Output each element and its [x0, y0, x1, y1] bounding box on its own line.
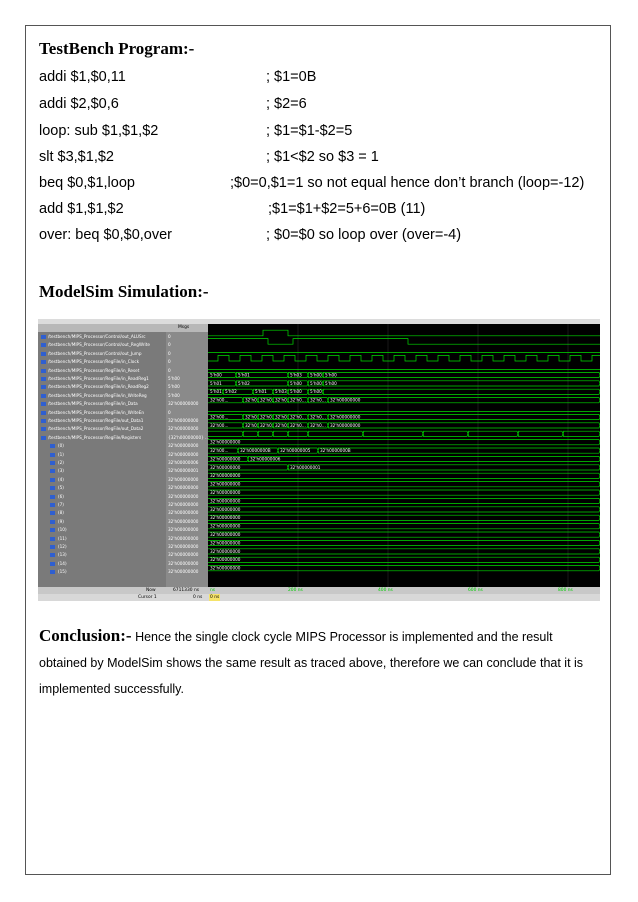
bus-value-label: 32'h00000000: [330, 414, 361, 420]
signal-icon: [50, 520, 55, 524]
conclusion-heading: Conclusion:-: [39, 626, 132, 645]
bus-value-label: 32'h00...: [210, 397, 229, 403]
bus-value-label: 32'h00...: [210, 422, 229, 428]
code-line: beq $0,$1,loop: [39, 175, 135, 191]
bus-value-label: 5'h00: [310, 380, 322, 386]
code-comment: ; $2=6: [266, 96, 307, 112]
signal-name: /testbench/MIPS_Processor/Control/out_Jump: [48, 350, 142, 356]
signal-row[interactable]: [38, 341, 600, 349]
signal-value: 32'h00000000: [168, 502, 199, 507]
code-line: addi $1,$0,11: [39, 69, 126, 85]
bus-value-label: 32'h00000000: [210, 464, 241, 470]
code-comment: ; $1=0B: [266, 69, 317, 85]
testbench-heading: TestBench Program:-: [39, 39, 195, 58]
bus-value-label: 32'h00000005: [280, 448, 311, 453]
signal-row[interactable]: [38, 417, 600, 425]
bus-value-label: 32'h00000006: [250, 456, 281, 462]
bus-value-label: 5'h00: [290, 389, 302, 395]
signal-row[interactable]: [38, 493, 600, 504]
modelsim-wave-window: [38, 319, 600, 601]
signal-value: 5'h00: [168, 384, 180, 390]
code-comment: ; $1=$1-$2=5: [266, 123, 353, 139]
signal-name: /testbench/MIPS_Processor/Control/out_RegWrite: [48, 342, 150, 348]
bus-value-label: 32'h00000000: [210, 548, 241, 554]
signal-icon: [50, 553, 55, 557]
signal-name: (8): [58, 510, 64, 516]
signal-value: 32'h00000000: [168, 451, 199, 457]
signal-value: 0: [168, 409, 171, 415]
signal-value: 5'h00: [168, 376, 180, 381]
signal-icon: [50, 453, 55, 457]
code-line: slt $3,$1,$2: [39, 149, 114, 165]
signal-value: 32'h00000000: [168, 418, 199, 423]
now-bar: [38, 587, 600, 594]
document-page: [25, 25, 611, 875]
bus-value-label: 5'h01: [238, 372, 250, 378]
signal-icon: [41, 427, 46, 431]
signal-value: 32'h00000000: [168, 401, 199, 407]
bus-value-label: 32'h0000000B: [320, 448, 351, 453]
bus-value-label: 32'h00000000: [210, 532, 241, 537]
time-tick: ns: [210, 588, 216, 593]
signal-value: 0: [168, 350, 171, 356]
signal-icon: [50, 444, 55, 448]
now-label: Now: [146, 588, 156, 593]
signal-name: /testbench/MIPS_Processor/RegFile/in_Data: [48, 401, 138, 407]
signal-icon: [41, 369, 46, 373]
bus-value-label: 5'h00: [325, 372, 337, 378]
signal-row[interactable]: [38, 358, 600, 366]
signal-icon: [41, 394, 46, 398]
bus-value-label: 32'h00000000: [210, 439, 241, 445]
code-comment: ; $1<$2 so $3 = 1: [266, 149, 379, 165]
bus-value-label: 32'h0...: [260, 422, 276, 428]
bus-value-label: 32'h00000000: [210, 490, 241, 495]
signal-row[interactable]: [38, 380, 600, 391]
signal-row[interactable]: [38, 392, 600, 400]
signal-name: (11): [58, 535, 67, 541]
signal-row[interactable]: [38, 506, 600, 517]
signal-name: (0): [58, 443, 64, 449]
signal-row[interactable]: [38, 439, 600, 450]
signal-name: (5): [58, 485, 64, 491]
bus-value-label: 32'h00000001: [290, 464, 321, 470]
signal-name: (14): [58, 560, 67, 566]
conclusion-text: Hence the single clock cycle MIPS Processor is implemented and the result obtained by ModelSim shows the same result as traced above, therefore we can conclude that it is implemented successfully.: [39, 630, 584, 696]
bus-value-label: 5'h01: [210, 380, 222, 386]
signal-icon: [41, 360, 46, 364]
signal-icon: [41, 411, 46, 415]
signal-value: 32'h00000000: [168, 476, 199, 482]
bus-value-label: 32'h00000000: [210, 565, 241, 571]
signal-icon: [50, 478, 55, 482]
msgs-label: Msgs: [178, 325, 190, 330]
signal-name: (2): [58, 460, 64, 465]
signal-row[interactable]: [38, 464, 600, 475]
bus-value-label: 5'h03: [275, 389, 287, 395]
signal-value: 32'h00000000: [168, 560, 199, 566]
bus-value-label: 32'h0...: [260, 414, 276, 420]
bus-value-label: 5'h01: [255, 389, 267, 395]
bus-value-label: 5'h00: [310, 389, 322, 395]
signal-row[interactable]: [38, 560, 600, 568]
signal-value: 0: [168, 334, 171, 339]
signal-row[interactable]: [38, 523, 600, 534]
signal-icon: [50, 537, 55, 541]
signal-icon: [41, 385, 46, 389]
signal-icon: [50, 528, 55, 532]
bus-value-label: 32'h00000000: [330, 422, 361, 428]
signal-icon: [50, 495, 55, 499]
bus-value-label: 32'h0...: [310, 397, 326, 403]
conclusion-paragraph: [39, 623, 599, 702]
cursor-bar: [38, 594, 600, 601]
signal-name: /testbench/MIPS_Processor/RegFile/in_Clock: [48, 359, 140, 365]
signal-name: /testbench/MIPS_Processor/RegFile/in_ReadReg1: [48, 376, 149, 381]
cursor-label: Cursor 1: [138, 595, 157, 600]
signal-icon: [50, 469, 55, 473]
signal-name: (9): [58, 518, 64, 524]
signal-name: (1): [58, 451, 64, 457]
signal-name: (13): [58, 552, 67, 558]
bus-value-label: 32'h0...: [245, 422, 261, 428]
bus-value-label: 5'h02: [238, 380, 250, 386]
signal-value: 5'h00: [168, 392, 180, 398]
signal-name: (10): [58, 527, 67, 533]
signal-value: 32'h00000000: [168, 544, 199, 549]
value-column-header: [166, 324, 208, 332]
signal-name: (12): [58, 544, 67, 549]
time-tick: 600 ns: [468, 588, 483, 593]
signal-value: 32'h00000000: [168, 426, 199, 432]
bus-value-label: 32'h0...: [290, 397, 306, 403]
signal-row[interactable]: [38, 501, 600, 509]
bus-value-label: 32'h00...: [210, 414, 229, 420]
bus-value-label: 32'h0000000B: [240, 448, 271, 453]
signal-icon: [50, 486, 55, 490]
signal-value: 32'h00000000: [168, 569, 199, 575]
bus-value-label: 5'h00: [210, 372, 222, 378]
signal-name: /testbench/MIPS_Processor/RegFile/Registers: [48, 434, 142, 440]
signal-name: (4): [58, 476, 64, 482]
bus-value-label: 32'h00000000: [210, 481, 241, 487]
modelsim-heading: ModelSim Simulation:-: [39, 282, 209, 301]
name-column-header: [38, 324, 166, 332]
signal-name: /testbench/MIPS_Processor/RegFile/in_WriteReg: [48, 392, 147, 398]
signal-name: /testbench/MIPS_Processor/RegFile/in_ReadReg2: [48, 384, 149, 390]
bus-value-label: 32'h0...: [275, 397, 291, 403]
bus-value-label: 32'h00000000: [330, 397, 361, 403]
signal-row[interactable]: [38, 459, 600, 467]
signal-row[interactable]: [38, 476, 600, 484]
signal-row[interactable]: [38, 333, 600, 341]
signal-row[interactable]: [38, 451, 600, 462]
signal-row[interactable]: [38, 422, 600, 433]
signal-name: (3): [58, 468, 64, 474]
signal-row[interactable]: [38, 535, 600, 546]
time-tick: 200 ns: [288, 588, 303, 593]
signal-icon: [50, 503, 55, 507]
signal-value: 0: [168, 342, 171, 348]
signal-value: 32'h00000000: [168, 485, 199, 491]
signal-value: 32'h00000000: [168, 552, 199, 558]
code-line: addi $2,$0,6: [39, 96, 119, 112]
bus-value-label: 5'h00: [325, 380, 337, 386]
signal-icon: [41, 419, 46, 423]
signal-name: /testbench/MIPS_Processor/RegFile/in_Reset: [48, 367, 140, 373]
signal-value: 0: [168, 359, 171, 365]
signal-icon: [41, 377, 46, 381]
signal-icon: [41, 335, 46, 339]
time-tick: 800 ns: [558, 588, 573, 593]
now-value: 6711330 ns: [173, 588, 200, 593]
signal-icon: [50, 570, 55, 574]
bus-value-label: 32'h00000000: [210, 456, 241, 462]
signal-row[interactable]: [38, 409, 600, 420]
code-comment: ;$0=0,$1=1 so not equal hence don’t branch (loop=-12): [230, 175, 585, 191]
bus-value-label: 32'h0...: [310, 422, 326, 428]
bus-value-label: 5'h01: [210, 389, 222, 395]
signal-name: (7): [58, 502, 64, 507]
signal-name: (15): [58, 569, 67, 575]
signal-value: 32'h00000000: [168, 493, 199, 499]
signal-name: /testbench/MIPS_Processor/RegFile/in_WriteEn: [48, 409, 145, 415]
code-line: loop: sub $1,$1,$2: [39, 123, 159, 139]
time-tick: 400 ns: [378, 588, 393, 593]
bus-value-label: 32'h0...: [290, 422, 306, 428]
signal-row[interactable]: [38, 375, 600, 383]
signal-name: /testbench/MIPS_Processor/RegFile/out_Data2: [48, 426, 144, 432]
bus-value-label: 32'h00000000: [210, 498, 241, 504]
signal-row[interactable]: [38, 518, 600, 526]
bus-value-label: 32'h0...: [275, 414, 291, 420]
signal-row[interactable]: [38, 548, 600, 559]
bus-value-label: 5'h00: [310, 372, 322, 378]
signal-icon: [50, 511, 55, 515]
signal-value: 32'h00000000: [168, 535, 199, 541]
signal-name: /testbench/MIPS_Processor/Control/out_ALUSrc: [48, 334, 146, 339]
signal-value: 0: [168, 367, 171, 373]
signal-icon: [50, 562, 55, 566]
signal-value: 32'h00000000: [168, 443, 199, 449]
signal-value: 32'h00000006: [168, 460, 199, 465]
bus-value-label: 32'h0...: [275, 422, 291, 428]
signal-row[interactable]: [38, 434, 600, 442]
signal-icon: [41, 402, 46, 406]
bus-value-label: 32'h00000000: [210, 540, 241, 546]
signal-name: /testbench/MIPS_Processor/RegFile/out_Data1: [48, 418, 144, 423]
code-line: add $1,$1,$2: [39, 201, 124, 217]
bus-value-label: 32'h00000000: [210, 515, 241, 521]
signal-icon: [50, 545, 55, 549]
code-comment: ;$1=$1+$2=5+6=0B (11): [268, 201, 426, 217]
bus-value-label: 5'h03: [290, 372, 302, 378]
bus-value-label: 32'h0...: [290, 414, 306, 420]
bus-value-label: 32'h0...: [260, 397, 276, 403]
bus-value-label: 32'h0...: [310, 414, 326, 420]
signal-icon: [50, 461, 55, 465]
signal-value: 32'h00000001: [168, 468, 199, 474]
signal-icon: [41, 436, 46, 440]
bus-value-label: 32'h00000000: [210, 506, 241, 512]
bus-value-label: 32'h00000000: [210, 523, 241, 529]
signal-value: 32'h00000000: [168, 510, 199, 516]
bus-value-label: 32'h0...: [245, 414, 261, 420]
signal-row[interactable]: [38, 481, 600, 492]
bus-value-label: 5'h00: [290, 380, 302, 386]
bus-value-label: 32'h00000000: [210, 473, 241, 479]
signal-row[interactable]: [38, 350, 600, 358]
signal-row[interactable]: [38, 543, 600, 551]
bus-value-label: 32'h0...: [245, 397, 261, 403]
signal-value: {32'h00000000} ...: [168, 434, 210, 440]
signal-row[interactable]: [38, 367, 600, 378]
code-line: over: beq $0,$0,over: [39, 227, 173, 243]
signal-icon: [41, 352, 46, 356]
signal-row[interactable]: [38, 565, 600, 576]
bus-value-label: 5'h02: [225, 389, 237, 395]
signal-row[interactable]: [38, 397, 600, 408]
signal-icon: [41, 343, 46, 347]
signal-value: 32'h00000000: [168, 518, 199, 524]
signal-name: (6): [58, 493, 64, 499]
bus-value-label: 32'h00000000: [210, 557, 241, 563]
cursor-value: 0 ns: [193, 595, 203, 600]
cursor-marker[interactable]: 0 ns: [210, 595, 220, 600]
signal-value: 32'h00000000: [168, 527, 199, 533]
code-comment: ; $0=$0 so loop over (over=-4): [266, 227, 462, 243]
bus-value-label: 32'h00...: [210, 448, 229, 453]
